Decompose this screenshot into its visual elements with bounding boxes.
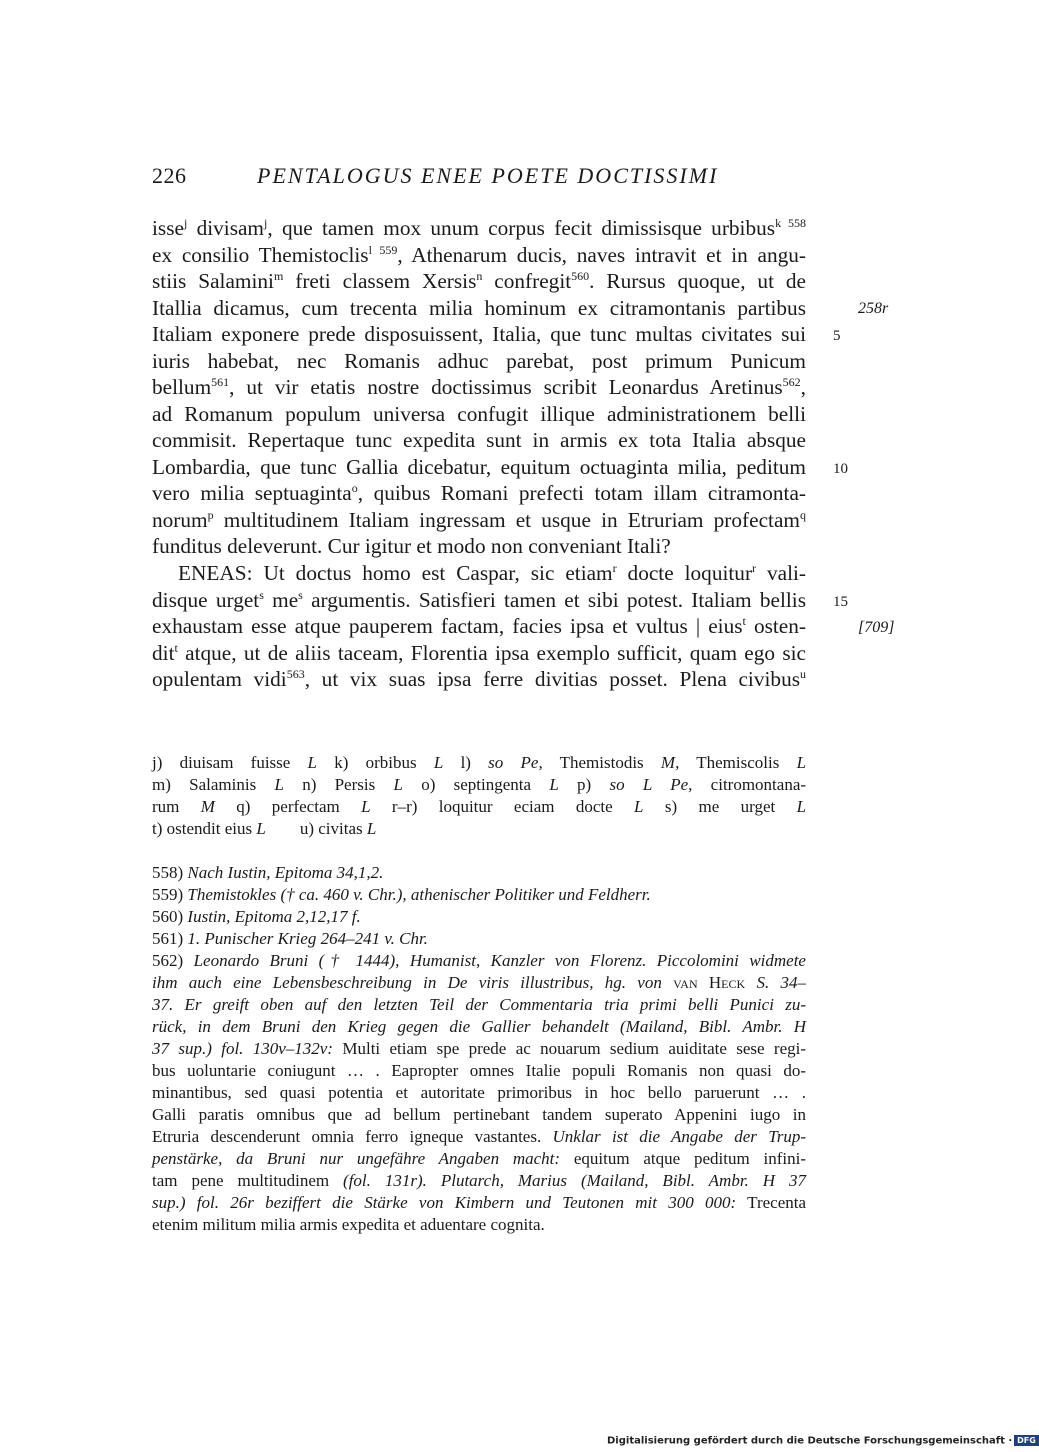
funding-note: Digitalisierung gefördert durch die Deutsche Forschungsgemeinschaft · [607, 1435, 1013, 1447]
footnote-561: 561) 1. Punischer Krieg 264–241 v. Chr. [152, 929, 428, 948]
text-line: iuris habebat, nec Romanis adhuc parebat, post primum Punicum [152, 349, 806, 373]
footnote-562-line: 37. Er greift oben auf den letzten Teil der Commentaria tria primi belli Punici zu- [152, 995, 806, 1014]
footnote-562-line: Galli paratis omnibus que ad bellum pertinebant tandem superato Appenini iugo in [152, 1105, 806, 1124]
text-line: exhaustam esse atque pauperem factam, facies ipsa et vultus | eius$^t$ osten- [152, 614, 806, 638]
footnote-562-line: etenim militum milia armis expedita et aduentare cognita. [152, 1215, 545, 1234]
apparatus-line: m) Salaminis L n) Persis L o) septingenta L p) so L Pe, citromontana- [152, 775, 807, 794]
apparatus-line: rum M q) perfectam L r–r) loquitur eciam docte L s) me urget L [152, 797, 807, 816]
funding-footer [607, 1435, 1039, 1447]
line-number: 10 [833, 461, 848, 477]
apparatus-line: j) diuisam fuisse L k) orbibus L l) so Pe, Themistodis M, Themiscolis L [152, 753, 807, 772]
text-line: bellum$^{561}$, ut vir etatis nostre doctissimus scribit Leonardus Aretinus$^{562}$, [152, 375, 806, 399]
text-line: ad Romanum populum universa confugit illique administrationem belli [152, 402, 806, 426]
text-line: Lombardia, que tunc Gallia dicebatur, equitum octuaginta milia, peditum [152, 455, 806, 479]
apparatus-line: t) ostendit eius L u) civitas L [152, 819, 377, 838]
folio-marker: 258r [858, 300, 889, 317]
footnote-558: 558) Nach Iustin, Epitoma 34,1,2. [152, 863, 384, 882]
line-number: 15 [833, 594, 848, 610]
footnote-559: 559) Themistokles († ca. 460 v. Chr.), athenischer Politiker und Feldherr. [152, 885, 651, 904]
footnote-562-line: tam pene multitudinem (fol. 131r). Plutarch, Marius (Mailand, Bibl. Ambr. H 37 [152, 1171, 806, 1190]
footnote-562-line: 37 sup.) fol. 130v–132v: Multi etiam spe prede ac nouarum sedium auiditate sese regi- [152, 1039, 806, 1058]
footnote-560: 560) Iustin, Epitoma 2,12,17 f. [152, 907, 361, 926]
text-line: isse$^j$ divisam$^j$, que tamen mox unum corpus fecit dimissisque urbibus$^{k 558}$ [152, 216, 807, 240]
footnote-562-line: bus uoluntarie coniugunt … . Eapropter omnes Italie populi Romanis non quasi do- [152, 1061, 806, 1080]
footnote-562-line: minantibus, sed quasi potentia et autoritate primoribus in hoc bello paruerunt … . [152, 1083, 806, 1102]
page-number: 226 [152, 163, 187, 188]
footnote-562-line: sup.) fol. 26r beziffert die Stärke von Kimbern und Teutonen mit 300 000: Trecenta [152, 1193, 807, 1212]
line-number: 5 [833, 328, 841, 344]
footnote-562: 562) Leonardo Bruni († 1444), Humanist, Kanzler von Florenz. Piccolomini widmete [152, 951, 806, 970]
text-line: opulentam vidi$^{563}$, ut vix suas ipsa ferre divitias posset. Plena civibus$^u$ [152, 667, 807, 691]
text-line: commisit. Repertaque tunc expedita sunt in armis ex tota Italia absque [152, 428, 806, 452]
footnote-562-line: ihm auch eine Lebensbeschreibung in De viris illustribus, hg. von van Heck S. 34– [152, 973, 807, 992]
dfg-logo: DFG [1014, 1435, 1039, 1446]
text-line: ENEAS: Ut doctus homo est Caspar, sic etiam$^r$ docte loquitur$^r$ vali- [178, 561, 806, 585]
footnote-562-line: rück, in dem Bruni den Krieg gegen die Gallier behandelt (Mailand, Bibl. Ambr. H [152, 1017, 806, 1036]
text-line: vero milia septuaginta$^o$, quibus Romani prefecti totam illam citramonta- [152, 481, 807, 505]
text-line: disque urget$^s$ $me^s$ argumentis. Satisfieri tamen et sibi potest. Italiam bellis [152, 588, 806, 612]
text-line: Itallia dicamus, cum trecenta milia hominum ex citramontanis partibus [152, 296, 806, 320]
text-line: ex consilio Themistoclis$^{l 559}$, Athenarum ducis, naves intravit et in angu- [152, 243, 806, 267]
page-reference: [709] [858, 619, 895, 636]
text-line: dit$^t$ atque, ut de aliis taceam, Florentia ipsa exemplo sufficit, quam ego sic [152, 641, 806, 665]
footnote-562-line: penstärke, da Bruni nur ungefähre Angaben macht: equitum atque peditum infini- [152, 1149, 806, 1168]
text-line: stiis Salamini$^m$ freti classem Xersis$^n$ confregit$^{560}$. Rursus quoque, ut de [152, 269, 807, 293]
running-header [152, 163, 718, 189]
footnote-562-line: Etruria descenderunt omnia ferro igneque vastantes. Unklar ist die Angabe der Trup- [152, 1127, 806, 1146]
text-line: Italiam exponere prede disposuissent, Italia, que tunc multas civitates sui [152, 322, 806, 346]
text-line: funditus deleverunt. Cur igitur et modo non conveniant Itali? [152, 534, 671, 558]
running-title: PENTALOGUS ENEE POETE DOCTISSIMI [257, 163, 719, 188]
text-line: norum$^p$ multitudinem Italiam ingressam et usque in Etruriam profectam$^q$ [152, 508, 806, 532]
